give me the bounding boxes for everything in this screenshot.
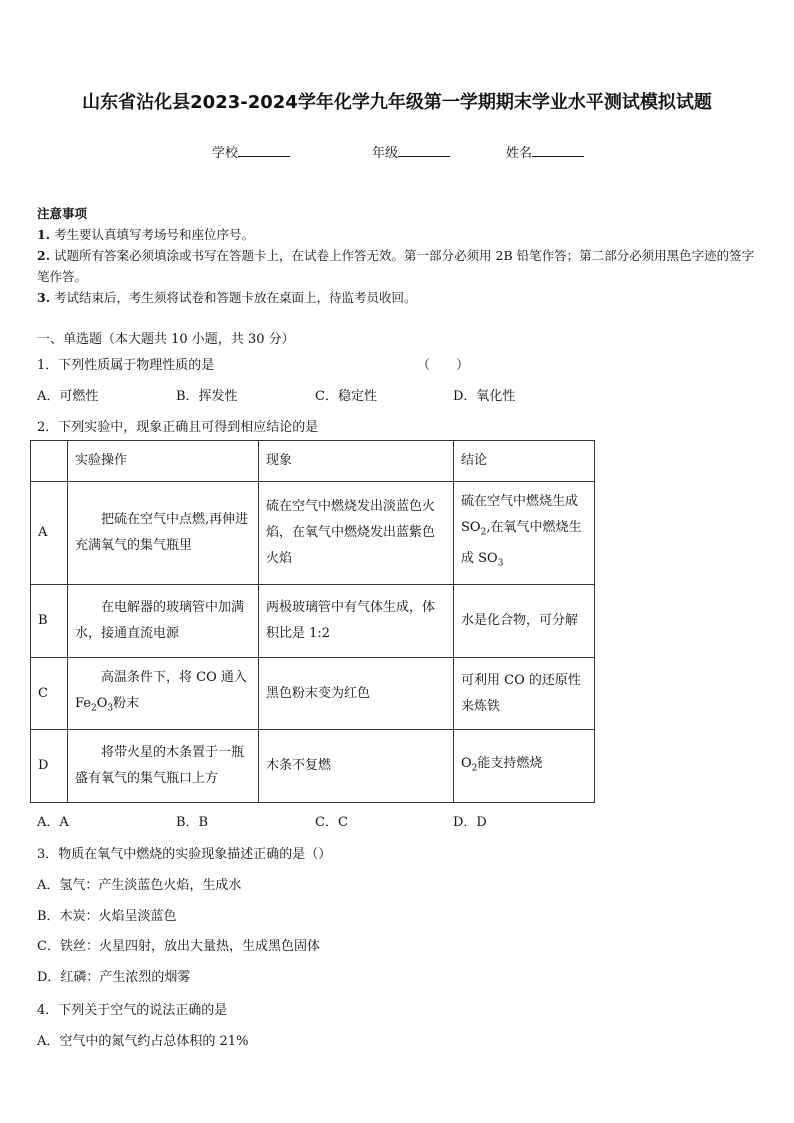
q3-stem: 3．物质在氧气中燃烧的实验现象描述正确的是（） [37,847,332,862]
q1-option-d[interactable]: D．氧化性 [453,389,516,404]
experiment-table [30,440,595,803]
section-heading: 一、单选题（本大题共 10 小题，共 30 分） [37,332,295,347]
operation-cell: 把硫在空气中点燃,再伸进充满氧气的集气瓶里 [68,482,259,585]
q2-option-a[interactable]: A．A [37,815,69,830]
phenomenon-cell: 两极玻璃管中有气体生成，体积比是 1:2 [259,585,454,658]
phenomenon-cell: 硫在空气中燃烧发出淡蓝色火焰，在氧气中燃烧发出蓝紫色火焰 [259,482,454,585]
q1-option-c[interactable]: C．稳定性 [315,389,377,404]
header-cell: 现象 [259,441,454,482]
school-blank[interactable] [238,144,290,157]
notice-heading: 注意事项 [37,206,88,221]
table-row [31,730,595,803]
exam-title: 山东省沾化县2023-2024学年化学九年级第一学期期末学业水平测试模拟试题 [82,92,712,113]
table-row [31,482,595,585]
table-row [31,585,595,658]
grade-label: 年级 [372,146,399,161]
name-blank[interactable] [532,144,584,157]
q3-option-a[interactable]: A．氢气：产生淡蓝色火焰，生成水 [37,878,242,893]
row-label: C [31,658,68,730]
grade-field[interactable] [372,142,450,161]
header-cell: 实验操作 [68,441,259,482]
q3-option-b[interactable]: B．木炭：火焰呈淡蓝色 [37,909,177,924]
school-label: 学校 [212,146,239,161]
row-label: D [31,730,68,803]
q3-option-c[interactable]: C．铁丝：火星四射，放出大量热，生成黑色固体 [37,939,320,954]
table-row [31,658,595,730]
q4-stem: 4．下列关于空气的说法正确的是 [37,1003,228,1018]
q1-answer-paren: （ ） [417,358,470,373]
conclusion-cell: 水是化合物，可分解 [454,585,595,658]
row-label: B [31,585,68,658]
row-label: A [31,482,68,585]
operation-cell: 在电解器的玻璃管中加满水，接通直流电源 [68,585,259,658]
q1-option-b[interactable]: B．挥发性 [176,389,238,404]
notice-block [37,203,757,308]
operation-cell: 将带火星的木条置于一瓶盛有氧气的集气瓶口上方 [68,730,259,803]
phenomenon-cell: 木条不复燃 [259,730,454,803]
conclusion-cell: 可利用 CO 的还原性来炼铁 [454,658,595,730]
name-label: 姓名 [506,146,533,161]
notice-item: 2. 试题所有答案必须填涂或书写在答题卡上，在试卷上作答无效。第一部分必须用 2B 铅笔作答；第二部分必须用黑色字迹的签字笔作答。 [37,248,755,284]
q2-stem: 2．下列实验中，现象正确且可得到相应结论的是 [37,420,319,435]
phenomenon-cell: 黑色粉末变为红色 [259,658,454,730]
notice-item: 1. 考生要认真填写考场号和座位序号。 [37,227,255,242]
name-field[interactable] [506,142,584,161]
notice-item: 3. 考试结束后，考生须将试卷和答题卡放在桌面上，待监考员收回。 [37,290,417,305]
q2-option-c[interactable]: C．C [315,815,348,830]
q3-option-d[interactable]: D．红磷：产生浓烈的烟雾 [37,970,191,985]
conclusion-cell: 硫在空气中燃烧生成 $SO_2$,在氧气中燃烧生成 $SO_3$ [454,482,595,585]
conclusion-cell: $O_2$能支持燃烧 [454,730,595,803]
q2-option-d[interactable]: D．D [453,815,487,830]
grade-blank[interactable] [398,144,450,157]
operation-cell: 高温条件下，将 CO 通入 $Fe_2O_3$粉末 [68,658,259,730]
header-cell: 结论 [454,441,595,482]
q1-option-a[interactable]: A．可燃性 [37,389,99,404]
q4-option-a[interactable]: A．空气中的氮气约占总体积的 21% [37,1034,249,1049]
school-field[interactable] [212,142,290,161]
q2-option-b[interactable]: B．B [176,815,209,830]
table-header-row [31,441,595,482]
header-cell [31,441,68,482]
q1-stem: 1．下列性质属于物理性质的是 [37,358,215,373]
